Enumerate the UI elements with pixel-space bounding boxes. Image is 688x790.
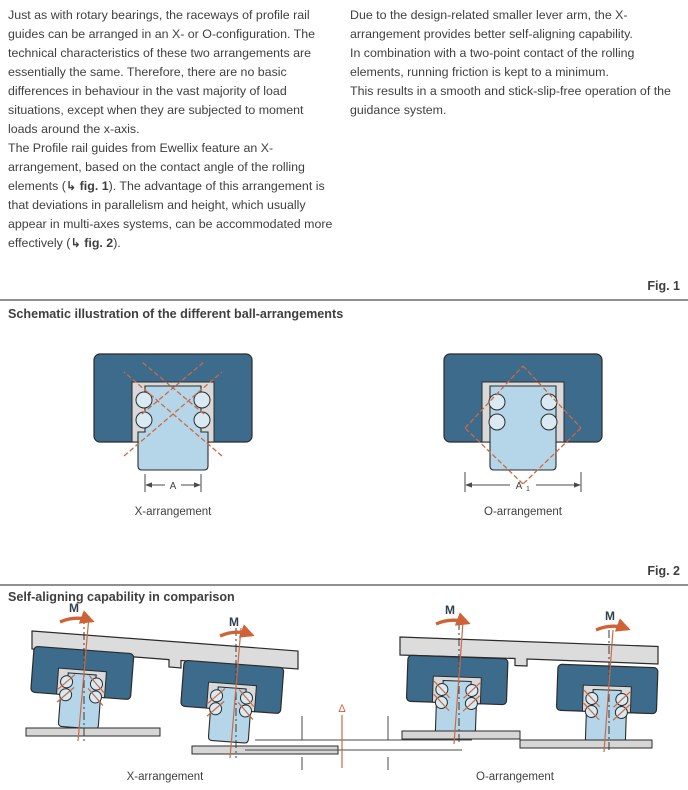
- carriage-assembly: [405, 655, 508, 736]
- fig2-label: Fig. 2: [647, 564, 680, 578]
- fig2-comparison-drawing: [10, 600, 678, 790]
- dimension-a1: [465, 472, 581, 493]
- ball: [489, 414, 505, 430]
- moment-label: M: [445, 603, 455, 617]
- paragraph-text: ).: [113, 236, 121, 250]
- intro-section: [8, 6, 678, 253]
- x-arrangement-caption: X-arrangement: [126, 771, 204, 783]
- paragraph: This results in a smooth and stick-slip-free operation of the guidance system.: [350, 84, 671, 117]
- paragraph: In combination with a two-point contact of the rolling elements, running friction is kept to a minimum.: [350, 46, 635, 79]
- ball: [194, 392, 210, 408]
- o-arrangement-drawing: [438, 352, 608, 502]
- ball: [541, 394, 557, 410]
- fig2-o-group: [400, 603, 658, 783]
- ball: [489, 394, 505, 410]
- fig1-title: Schematic illustration of the different ball-arrangements: [8, 307, 344, 321]
- paragraph: [8, 6, 336, 139]
- x-arrangement-drawing: [88, 352, 258, 502]
- moment-label: M: [605, 609, 615, 623]
- o-arrangement-caption: O-arrangement: [484, 506, 562, 518]
- carriage-assembly: [28, 646, 134, 731]
- mounting-base: [26, 728, 160, 736]
- figure-reference-2: ↳ fig. 2: [70, 236, 114, 250]
- dimension-a: [145, 474, 201, 492]
- paragraph-text: Just as with rotary bearings, the raceways of profile rail guides can be arranged in an X- or O-configuration. The technical characteristics of these two arrangements are essentially the same. Therefore, there are no basic differences in behaviour in the vast majority of load situations, except when they are subjected to moment loads around the x-axis.: [8, 8, 315, 136]
- ball: [136, 412, 152, 428]
- paragraph: [8, 139, 336, 253]
- fig1-rule: [0, 299, 688, 301]
- dimension-label-a1-sub: 1: [526, 486, 530, 493]
- mounting-base: [520, 740, 652, 748]
- paragraph-text: ). The advantage of this arrangement is that deviations in parallelism and height, which usually appear in multi-axes systems, can be accommodated more effectively (: [8, 179, 333, 250]
- carriage-assembly: [178, 660, 284, 745]
- fig2-rule: [0, 584, 688, 586]
- intro-column-right: [350, 6, 678, 253]
- ball: [541, 414, 557, 430]
- ball: [136, 392, 152, 408]
- carriage-assembly: [555, 664, 658, 745]
- moment-label: M: [69, 601, 79, 615]
- fig2-title: Self-aligning capability in comparison: [8, 590, 235, 604]
- fig2-x-group: [26, 601, 338, 783]
- fig1-label: Fig. 1: [647, 279, 680, 293]
- moment-label: M: [229, 615, 239, 629]
- delta-label: Δ: [338, 703, 346, 715]
- paragraph-text: The Profile rail guides from Ewellix feature an X-arrangement, based on the contact angle of the rolling elements (: [8, 141, 305, 193]
- moment-arrow-icon: [60, 618, 92, 622]
- paragraph: Due to the design-related smaller lever arm, the X-arrangement provides better self-aligning capability.: [350, 8, 633, 41]
- figure-reference-1: ↳ fig. 1: [65, 179, 109, 193]
- intro-column-left: [8, 6, 336, 253]
- fig1-o-arrangement-diagram: [438, 352, 608, 518]
- fig1-x-arrangement-diagram: [88, 352, 258, 518]
- dimension-label-a: A: [169, 481, 177, 492]
- ball: [194, 412, 210, 428]
- moment-arrow-icon: [596, 626, 628, 630]
- mounting-base: [402, 731, 520, 739]
- x-arrangement-caption: X-arrangement: [134, 506, 212, 518]
- dimension-label-a1-main: A: [515, 481, 523, 492]
- o-arrangement-caption: O-arrangement: [476, 771, 554, 783]
